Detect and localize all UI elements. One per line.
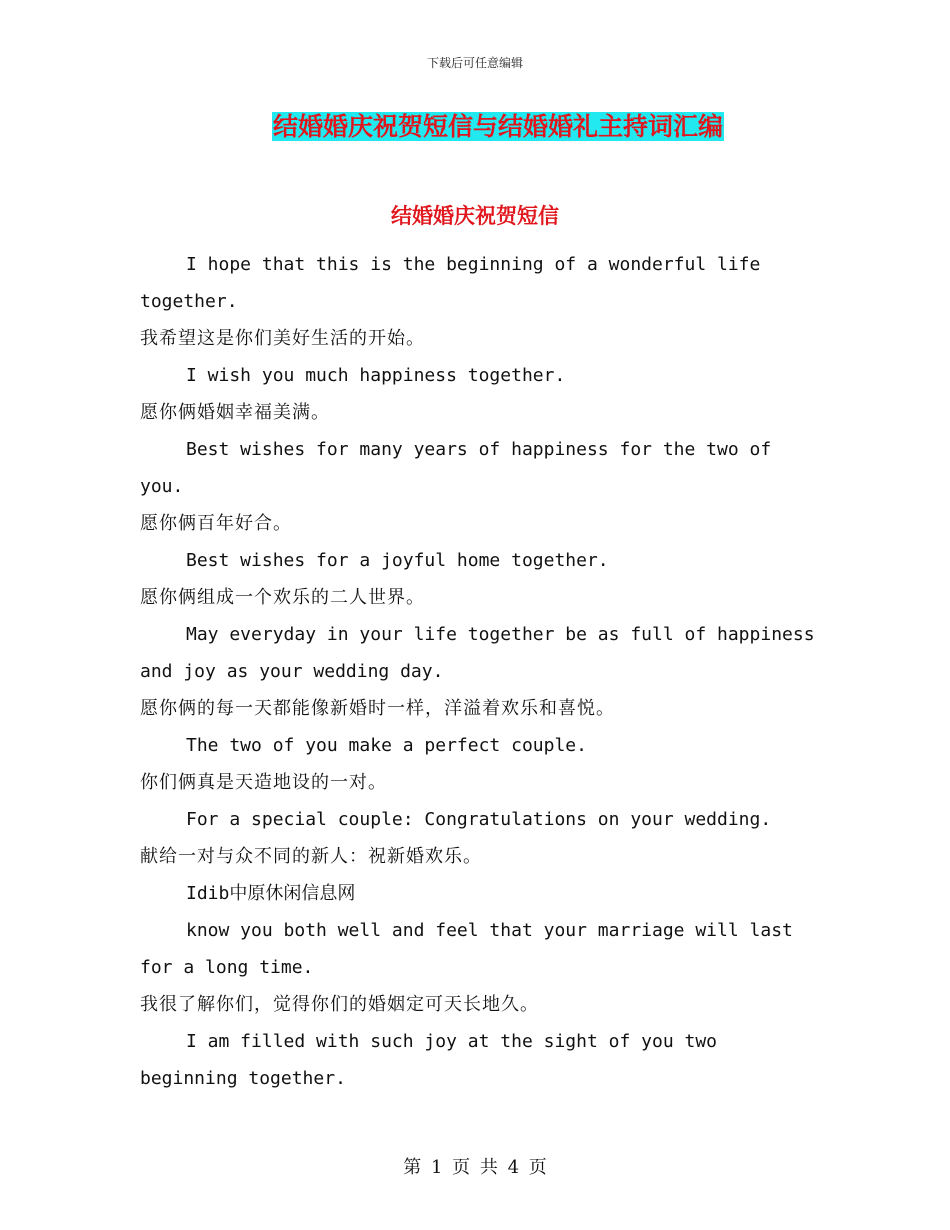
document-body xyxy=(140,246,820,1097)
paragraph-chinese: 我希望这是你们美好生活的开始。 xyxy=(140,328,425,349)
paragraph-english: I hope that this is the beginning of a wonderful life together. xyxy=(140,254,761,312)
document-title-text: 结婚婚庆祝贺短信与结婚婚礼主持词汇编 xyxy=(272,112,723,141)
paragraph-chinese: 你们俩真是天造地设的一对。 xyxy=(140,772,387,793)
section-title: 结婚婚庆祝贺短信 xyxy=(391,203,559,228)
paragraph-chinese: 愿你俩的每一天都能像新婚时一样，洋溢着欢乐和喜悦。 xyxy=(140,698,615,719)
paragraph-chinese: 愿你俩婚姻幸福美满。 xyxy=(140,402,330,423)
paragraph-chinese: 愿你俩百年好合。 xyxy=(140,513,292,534)
paragraph-english: Best wishes for many years of happiness for the two of you. xyxy=(140,439,772,497)
page-header-note: 下载后可任意编辑 xyxy=(426,56,523,70)
document-title xyxy=(0,110,950,144)
paragraph-english: The two of you make a perfect couple. xyxy=(186,735,587,756)
paragraph-english: May everyday in your life together be as full of happiness and joy as your wedding day. xyxy=(140,624,815,682)
paragraph-chinese: 我很了解你们，觉得你们的婚姻定可天长地久。 xyxy=(140,994,539,1015)
paragraph-english: I am filled with such joy at the sight of you two beginning together. xyxy=(140,1031,718,1089)
paragraph-english: I wish you much happiness together. xyxy=(186,365,566,386)
page-footer-number: 第 1 页 共 4 页 xyxy=(403,1157,547,1178)
paragraph-source-note: Idib中原休闲信息网 xyxy=(186,883,356,904)
paragraph-chinese: 献给一对与众不同的新人：祝新婚欢乐。 xyxy=(140,846,482,867)
paragraph-chinese: 愿你俩组成一个欢乐的二人世界。 xyxy=(140,587,425,608)
paragraph-english: know you both well and feel that your marriage will last for a long time. xyxy=(140,920,793,978)
paragraph-english: Best wishes for a joyful home together. xyxy=(186,550,609,571)
paragraph-english: For a special couple: Congratulations on your wedding. xyxy=(186,809,772,830)
